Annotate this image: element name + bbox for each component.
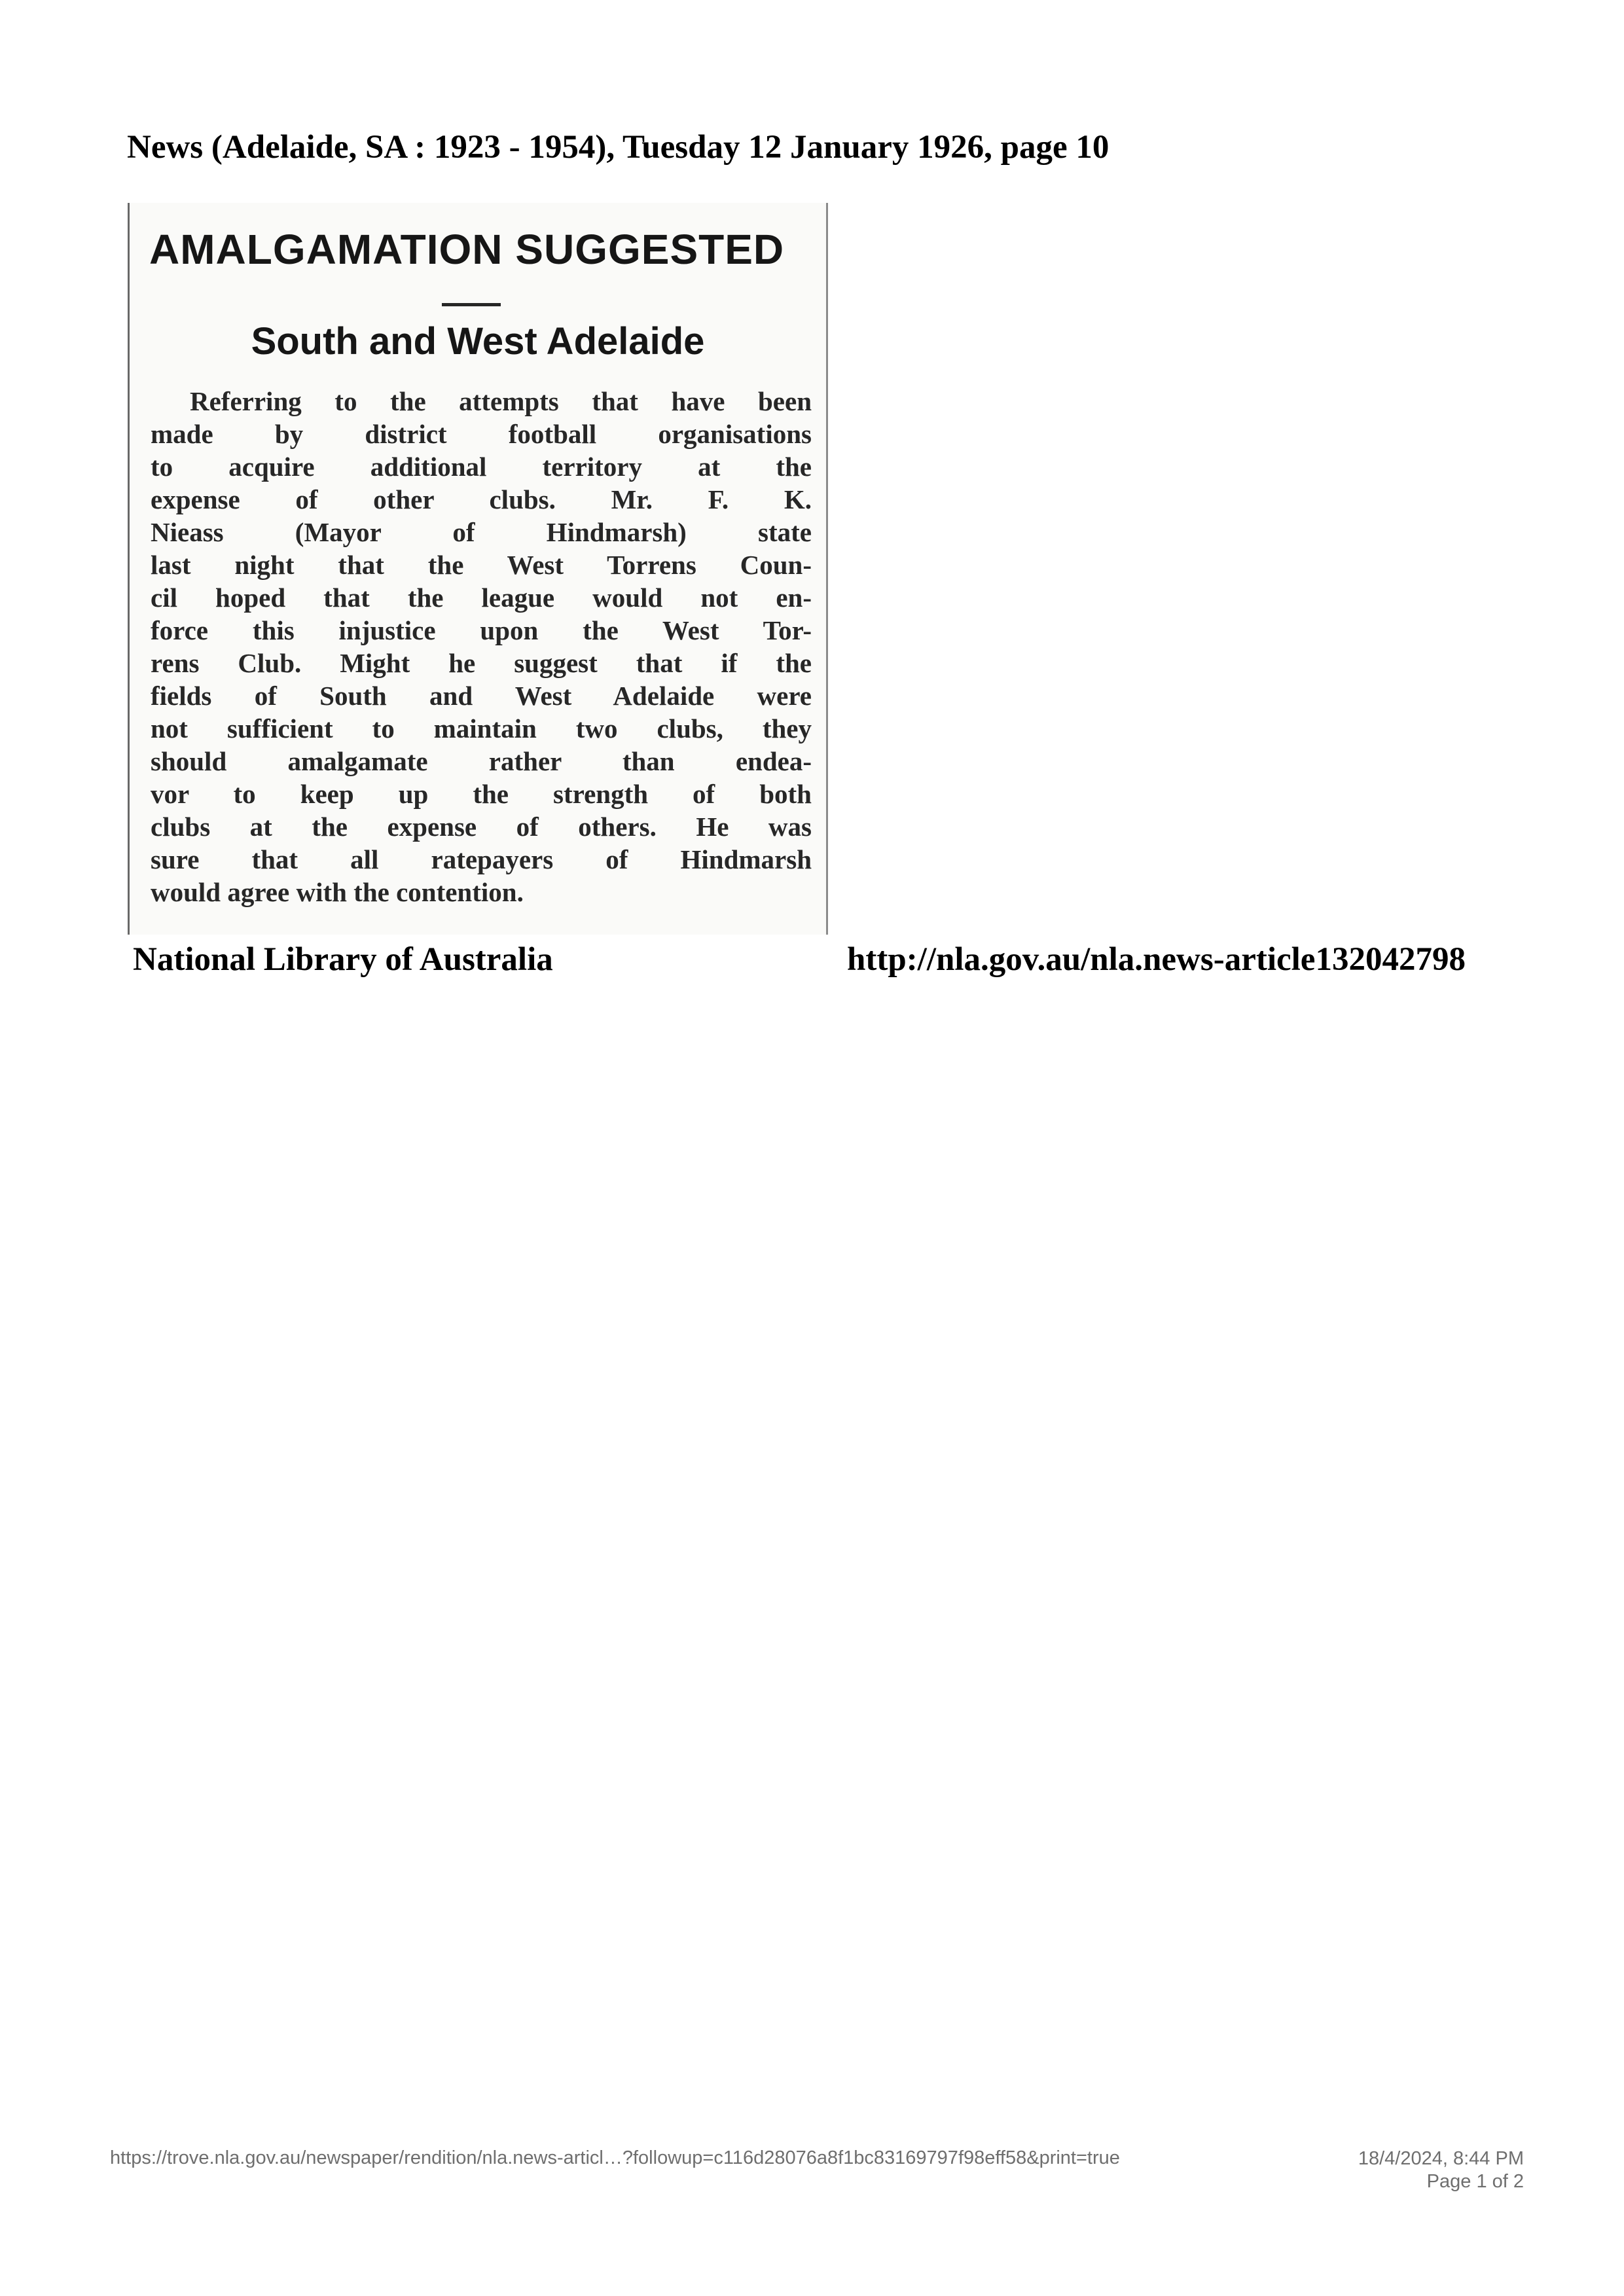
article-line: sure that all ratepayers of Hindmarsh: [151, 844, 812, 874]
article-line: Referring to the attempts that have been: [190, 386, 812, 416]
article-line: last night that the West Torrens Coun-: [151, 550, 812, 580]
article-line: not sufficient to maintain two clubs, they: [151, 713, 812, 744]
footer-datetime: 18/4/2024, 8:44 PM: [1358, 2148, 1524, 2169]
article-line: should amalgamate rather than endea-: [151, 746, 812, 776]
article-line: rens Club. Might he suggest that if the: [151, 648, 812, 678]
article-line: to acquire additional territory at the: [151, 452, 812, 482]
citation-header: News (Adelaide, SA : 1923 - 1954), Tuesday 12 January 1926, page 10: [127, 129, 1110, 166]
library-credit: National Library of Australia: [133, 941, 553, 978]
article-subheadline: South and West Adelaide: [251, 320, 705, 363]
footer-page-url: https://trove.nla.gov.au/newspaper/rendition/nla.news-articl…?followup=c116d28076a8f1bc83169797f98eff58&print=true: [110, 2147, 1120, 2168]
newspaper-clipping: [128, 203, 828, 935]
article-body: [151, 385, 812, 908]
article-line: force this injustice upon the West Tor-: [151, 615, 812, 645]
article-line: would agree with the contention.: [151, 877, 524, 907]
article-line: cil hoped that the league would not en-: [151, 583, 812, 613]
headline-divider: [442, 303, 501, 306]
article-line: expense of other clubs. Mr. F. K.: [151, 484, 812, 514]
article-headline: AMALGAMATION SUGGESTED: [149, 226, 785, 273]
article-line: made by district football organisations: [151, 419, 812, 449]
article-line: Nieass (Mayor of Hindmarsh) state: [151, 517, 812, 547]
article-line: fields of South and West Adelaide were: [151, 681, 812, 711]
footer-meta: [1358, 2147, 1524, 2193]
footer-page-number: Page 1 of 2: [1426, 2171, 1524, 2192]
article-line: vor to keep up the strength of both: [151, 779, 812, 809]
article-line: clubs at the expense of others. He was: [151, 812, 812, 842]
article-url-link[interactable]: http://nla.gov.au/nla.news-article132042798: [847, 941, 1466, 978]
